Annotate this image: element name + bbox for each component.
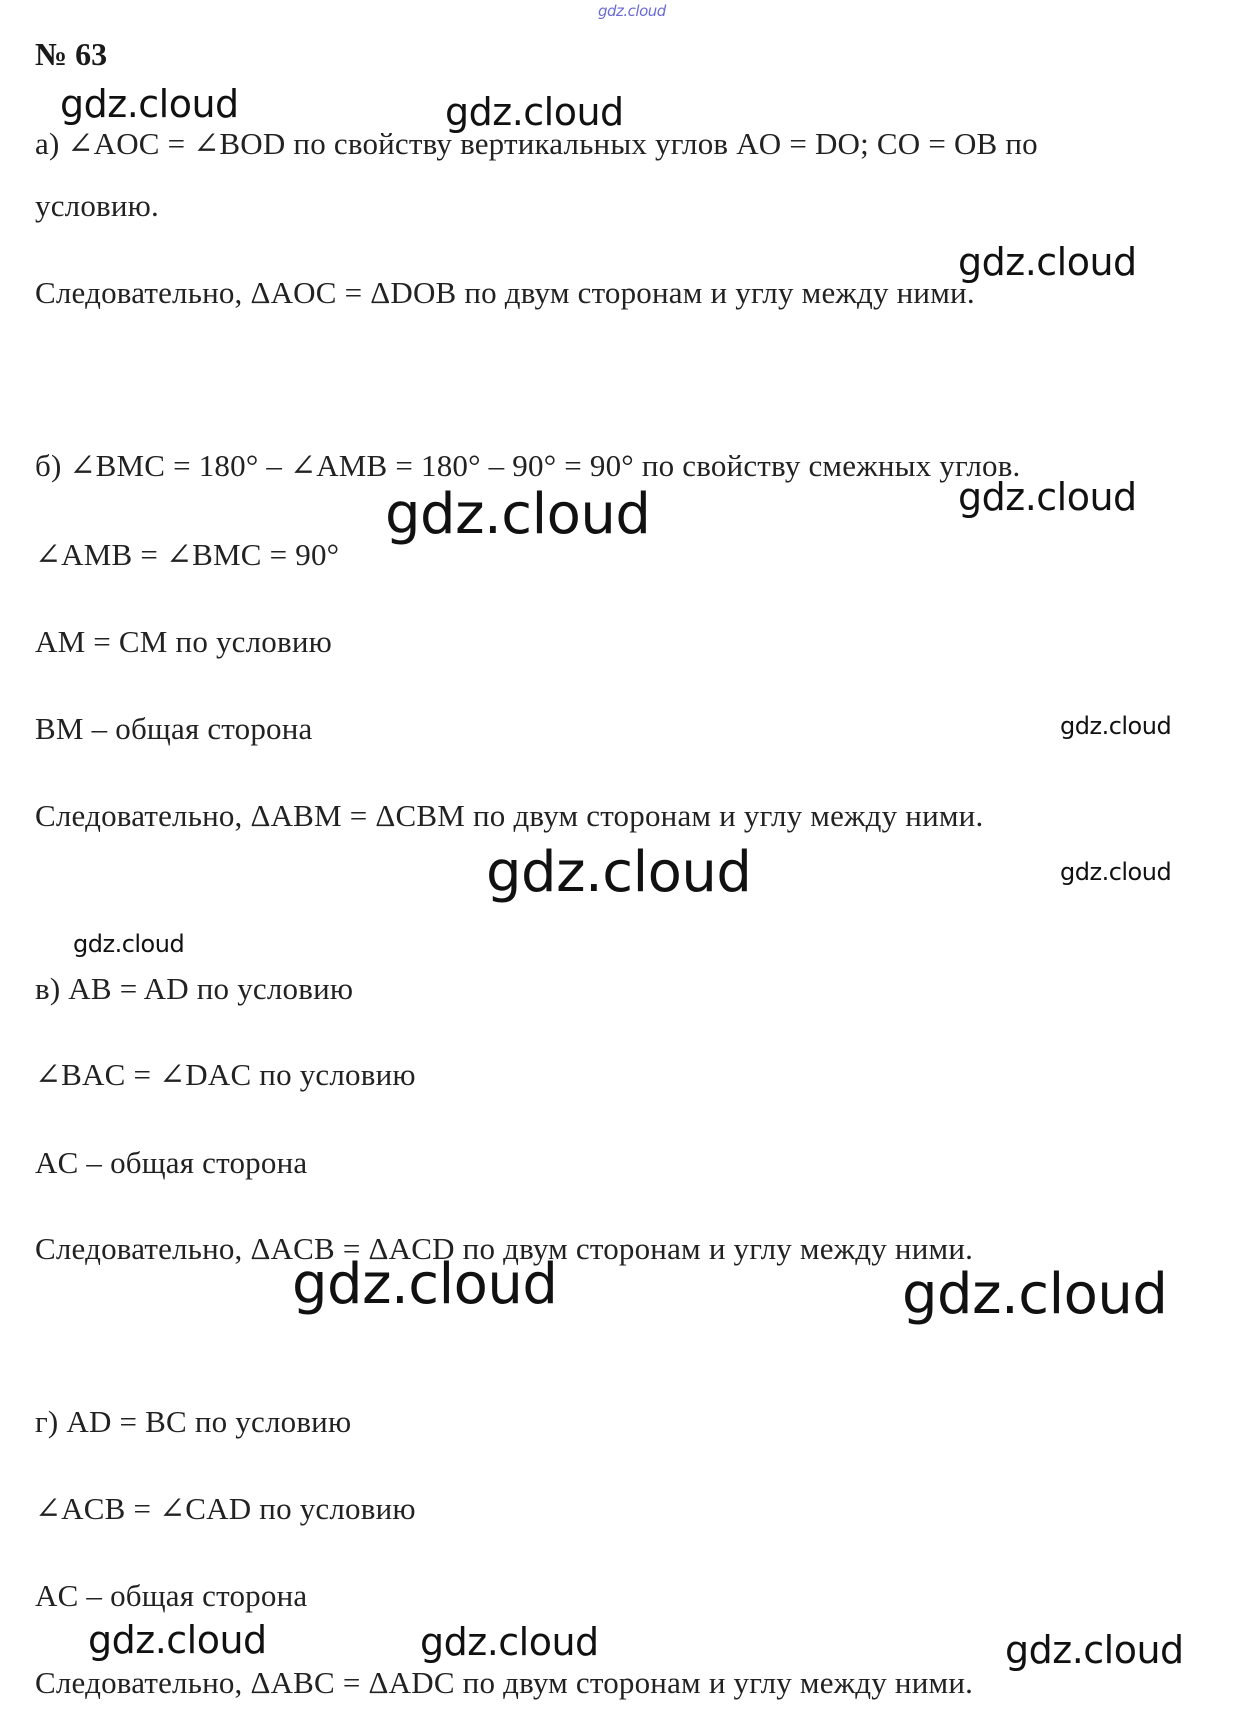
watermark: gdz.cloud	[486, 840, 752, 905]
part-b-line-2: ∠AMB = ∠BMC = 90°	[35, 537, 340, 572]
part-d-line-3: AC – общая сторона	[35, 1578, 308, 1613]
watermark: gdz.cloud	[1060, 712, 1172, 740]
watermark: gdz.cloud	[60, 82, 239, 126]
watermark: gdz.cloud	[385, 482, 651, 547]
part-a-line-2: условию.	[35, 188, 159, 223]
problem-title: № 63	[35, 36, 108, 72]
watermark: gdz.cloud	[1060, 858, 1172, 886]
part-d-line-1: г) AD = BC по условию	[35, 1404, 352, 1439]
part-b-line-3: AM = CM по условию	[35, 624, 332, 659]
header-watermark: gdz.cloud	[598, 2, 666, 20]
watermark: gdz.cloud	[1005, 1628, 1184, 1672]
watermark: gdz.cloud	[445, 90, 624, 134]
part-d-line-4: Следовательно, ΔABC = ΔADC по двум сторонам и углу между ними.	[35, 1665, 974, 1700]
part-b-line-1: б) ∠BMC = 180° – ∠AMB = 180° – 90° = 90° по свойству смежных углов.	[35, 448, 1021, 483]
part-c-line-1: в) AB = AD по условию	[35, 971, 354, 1006]
watermark: gdz.cloud	[958, 475, 1137, 519]
watermark: gdz.cloud	[420, 1620, 599, 1664]
part-c-line-4: Следовательно, ΔACB = ΔACD по двум сторонам и углу между ними.	[35, 1231, 974, 1266]
part-a-line-1: а) ∠AOC = ∠BOD по свойству вертикальных углов AO = DO; CO = OB по	[35, 126, 1038, 161]
part-c-line-3: AC – общая сторона	[35, 1145, 308, 1180]
part-d-line-2: ∠ACB = ∠CAD по условию	[35, 1491, 416, 1526]
part-a-line-3: Следовательно, ΔAOC = ΔDOB по двум сторонам и углу между ними.	[35, 275, 975, 310]
watermark: gdz.cloud	[292, 1252, 558, 1317]
watermark: gdz.cloud	[88, 1618, 267, 1662]
watermark: gdz.cloud	[902, 1262, 1168, 1327]
part-c-line-2: ∠BAC = ∠DAC по условию	[35, 1057, 416, 1092]
watermark: gdz.cloud	[73, 930, 185, 958]
part-b-line-4: BM – общая сторона	[35, 711, 313, 746]
watermark: gdz.cloud	[958, 240, 1137, 284]
part-b-line-5: Следовательно, ΔABM = ΔCBM по двум сторонам и углу между ними.	[35, 798, 984, 833]
